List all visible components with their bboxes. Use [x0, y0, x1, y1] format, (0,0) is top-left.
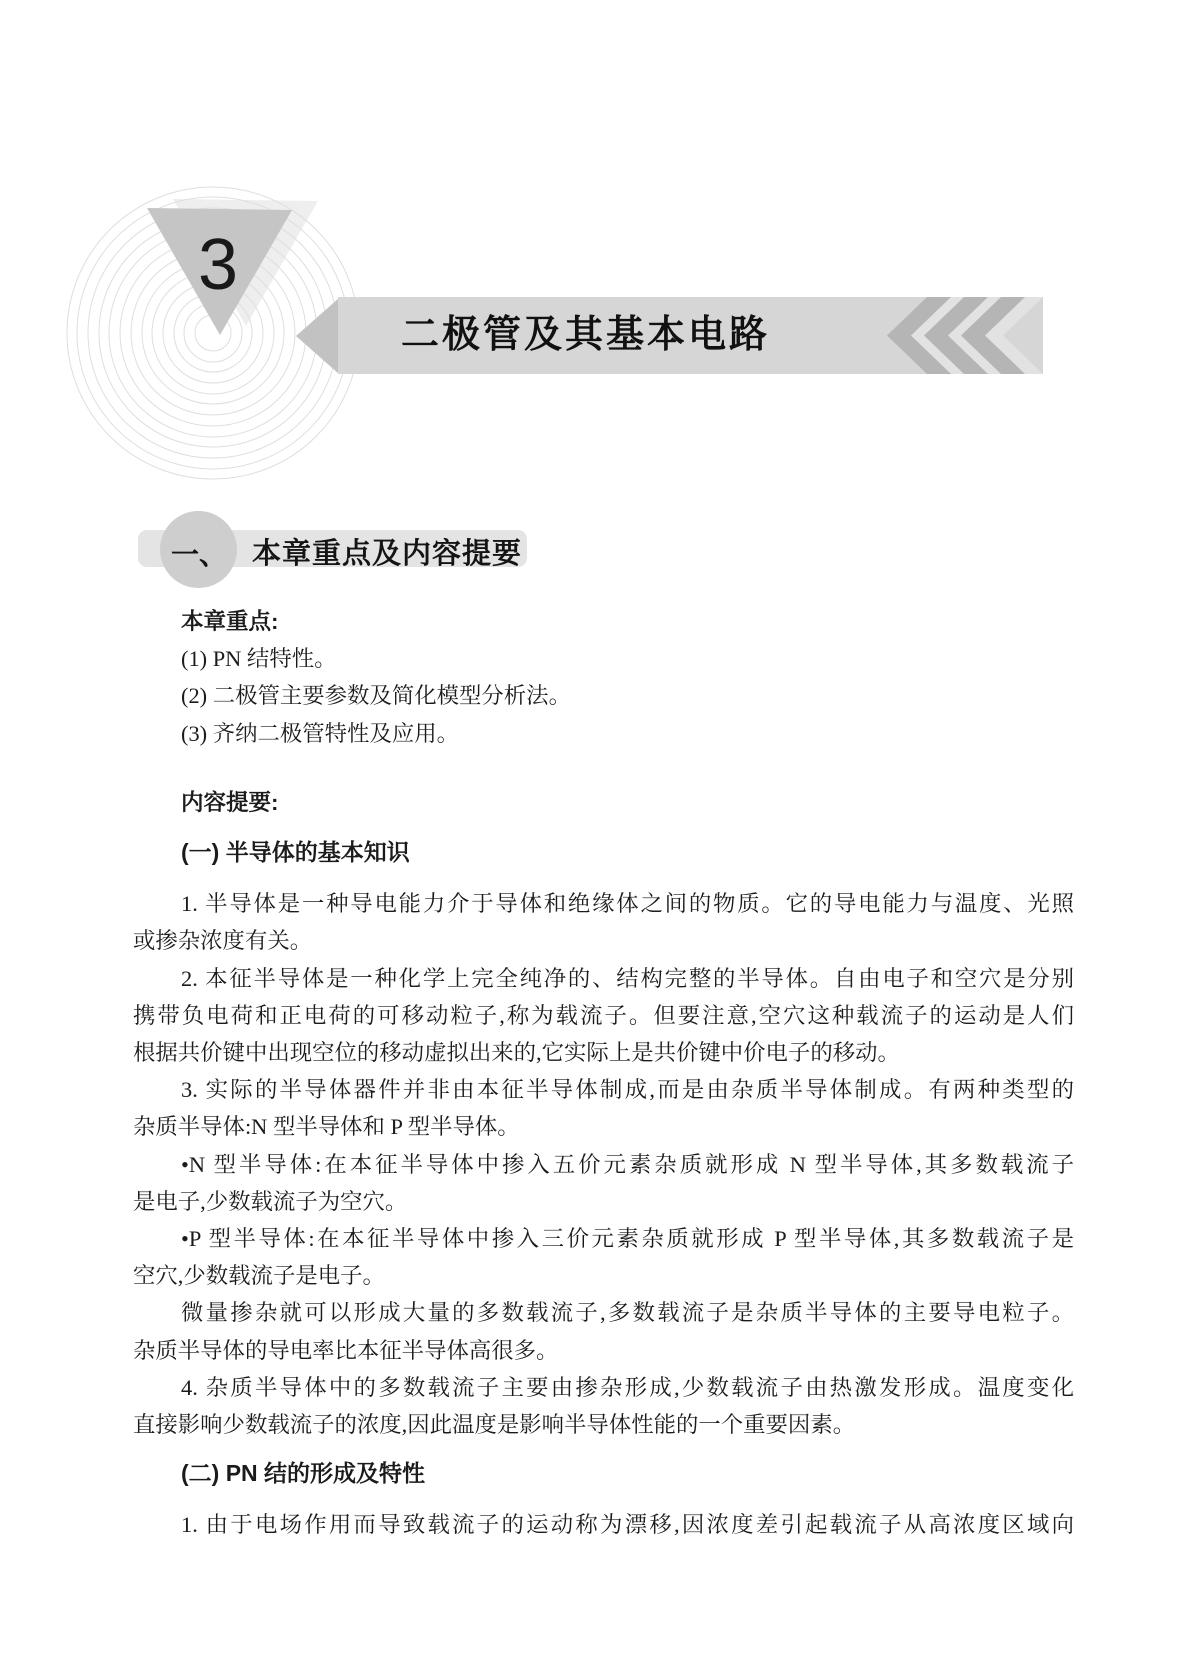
chapter-title-banner: [338, 297, 1043, 374]
chapter-title: 二极管及其基本电路: [401, 314, 771, 356]
page-body: [133, 603, 1074, 1544]
paragraph-line: 杂质半导体:N 型半导体和 P 型半导体。: [133, 1114, 520, 1140]
paragraph-line: 4. 杂质半导体中的多数载流子主要由掺杂形成,少数载流子由热激发形成。温度变化: [181, 1374, 1074, 1400]
paragraph-line: 杂质半导体的导电率比本征半导体高很多。: [133, 1337, 559, 1363]
triple-chevron-left-icon: [879, 297, 1043, 374]
chapter-decoration: [0, 0, 1203, 520]
paragraph: [133, 1294, 1074, 1368]
paragraph-line: •N 型半导体:在本征半导体中掺入五价元素杂质就形成 N 型半导体,其多数载流子: [181, 1151, 1074, 1177]
summary-heading: 内容提要:: [181, 789, 279, 815]
bullet-item: [133, 1146, 1074, 1220]
paragraph-line: 携带负电荷和正电荷的可移动粒子,称为载流子。但要注意,空穴这种载流子的运动是人们: [133, 1002, 1074, 1028]
paragraph-line: 3. 实际的半导体器件并非由本征半导体制成,而是由杂质半导体制成。有两种类型的: [181, 1077, 1074, 1103]
paragraph: [133, 1506, 1074, 1543]
paragraph-line: 是电子,少数载流子为空穴。: [133, 1188, 408, 1214]
focus-heading: 本章重点:: [181, 609, 279, 634]
paragraph: [133, 1071, 1074, 1145]
subsection-heading-1: (一) 半导体的基本知识: [181, 839, 410, 866]
paragraph-line: 1. 由于电场作用而导致载流子的运动称为漂移,因浓度差引起载流子从高浓度区域向: [181, 1512, 1074, 1538]
paragraph: [133, 960, 1074, 1072]
paragraph-line: 空穴,少数载流子是电子。: [133, 1263, 385, 1289]
paragraph: [133, 1369, 1074, 1443]
paragraph-line: 2. 本征半导体是一种化学上完全纯净的、结构完整的半导体。自由电子和空穴是分别: [181, 965, 1074, 991]
bullet-item: [133, 1220, 1074, 1294]
paragraph-line: 或掺杂浓度有关。: [133, 928, 313, 954]
paragraph-line: 1. 半导体是一种导电能力介于导体和绝缘体之间的物质。它的导电能力与温度、光照: [181, 891, 1074, 917]
chapter-number: 3: [197, 225, 239, 305]
subsection-heading-2: (二) PN 结的形成及特性: [181, 1460, 426, 1487]
paragraph-line: 直接影响少数载流子的浓度,因此温度是影响半导体性能的一个重要因素。: [133, 1412, 856, 1438]
section-marker: 一、: [171, 539, 228, 570]
paragraph-line: •P 型半导体:在本征半导体中掺入三价元素杂质就形成 P 型半导体,其多数载流子是: [181, 1226, 1074, 1252]
paragraph-line: 微量掺杂就可以形成大量的多数载流子,多数载流子是杂质半导体的主要导电粒子。: [181, 1300, 1074, 1326]
paragraph: [133, 885, 1074, 959]
list-item: (2) 二极管主要参数及简化模型分析法。: [181, 683, 571, 709]
section-title: 本章重点及内容提要: [252, 538, 523, 570]
list-item: (1) PN 结特性。: [181, 646, 337, 672]
list-item: (3) 齐纳二极管特性及应用。: [181, 720, 460, 746]
paragraph-line: 根据共价键中出现空位的移动虚拟出来的,它实际上是共价键中价电子的移动。: [133, 1040, 900, 1066]
